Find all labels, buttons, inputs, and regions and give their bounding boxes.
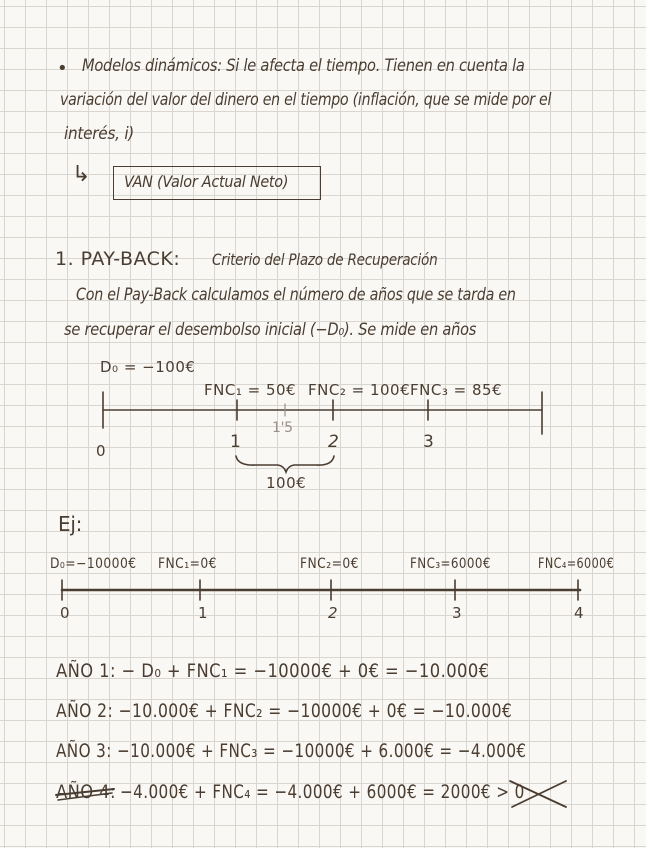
van-box-text: VAN (Valor Actual Neto) <box>124 172 289 191</box>
year-4-label: AÑO 4: <box>56 781 116 803</box>
timeline1-fnc1: FNC₁ = 50€ <box>204 381 297 399</box>
timeline1-tick-0: 0 <box>96 442 106 460</box>
timeline1-fnc2: FNC₂ = 100€ <box>308 381 411 399</box>
timeline1-d0: D₀ = −100€ <box>100 358 196 376</box>
timeline1-fnc3: FNC₃ = 85€ <box>410 381 503 399</box>
example-fnc2: FNC₂=0€ <box>300 556 359 572</box>
intro-line-3: interés, i) <box>64 124 135 144</box>
payback-desc-2: se recuperar el desembolso inicial (−D₀). Se mide en años <box>64 320 477 340</box>
year-4-calc: −4.000€ + FNC₄ = −4.000€ + 6000€ = 2000€ > 0 <box>120 781 525 803</box>
example-label: Ej: <box>58 512 83 536</box>
payback-heading-sub: Criterio del Plazo de Recuperación <box>212 250 438 269</box>
example-tick-2: 2 <box>328 604 338 622</box>
example-tick-3: 3 <box>452 604 462 622</box>
example-tick-1: 1 <box>198 604 208 622</box>
example-fnc3: FNC₃=6000€ <box>410 556 491 572</box>
timeline1-brace <box>236 456 334 472</box>
bullet-dot: • <box>57 58 68 79</box>
brace-label: 100€ <box>266 474 307 492</box>
year-3-calc: AÑO 3: −10.000€ + FNC₃ = −10000€ + 6.000€ = −4.000€ <box>56 740 527 762</box>
timeline1-tick-3: 3 <box>423 432 434 452</box>
year-2-calc: AÑO 2: −10.000€ + FNC₂ = −10000€ + 0€ = −10.000€ <box>56 700 513 722</box>
year-1-calc: AÑO 1: − D₀ + FNC₁ = −10000€ + 0€ = −10.000€ <box>56 660 490 682</box>
example-d0: D₀=−10000€ <box>50 556 137 572</box>
example-fnc4: FNC₄=6000€ <box>538 556 615 572</box>
intro-line-2: variación del valor del dinero en el tiempo (inflación, que se mide por el <box>60 90 552 110</box>
timeline1-tick-1-5: 1'5 <box>272 420 293 436</box>
timeline1-tick-2: 2 <box>328 432 339 452</box>
intro-line-1: Modelos dinámicos: Si le afecta el tiempo. Tienen en cuenta la <box>82 56 525 76</box>
example-tick-4: 4 <box>574 604 584 622</box>
payback-desc-1: Con el Pay-Back calculamos el número de años que se tarda en <box>76 285 516 305</box>
corner-arrow-icon: ↳ <box>72 162 91 187</box>
timeline1-tick-1: 1 <box>230 432 241 452</box>
payback-heading: 1. PAY-BACK: <box>55 248 181 270</box>
example-tick-0: 0 <box>60 604 70 622</box>
example-fnc1: FNC₁=0€ <box>158 556 217 572</box>
